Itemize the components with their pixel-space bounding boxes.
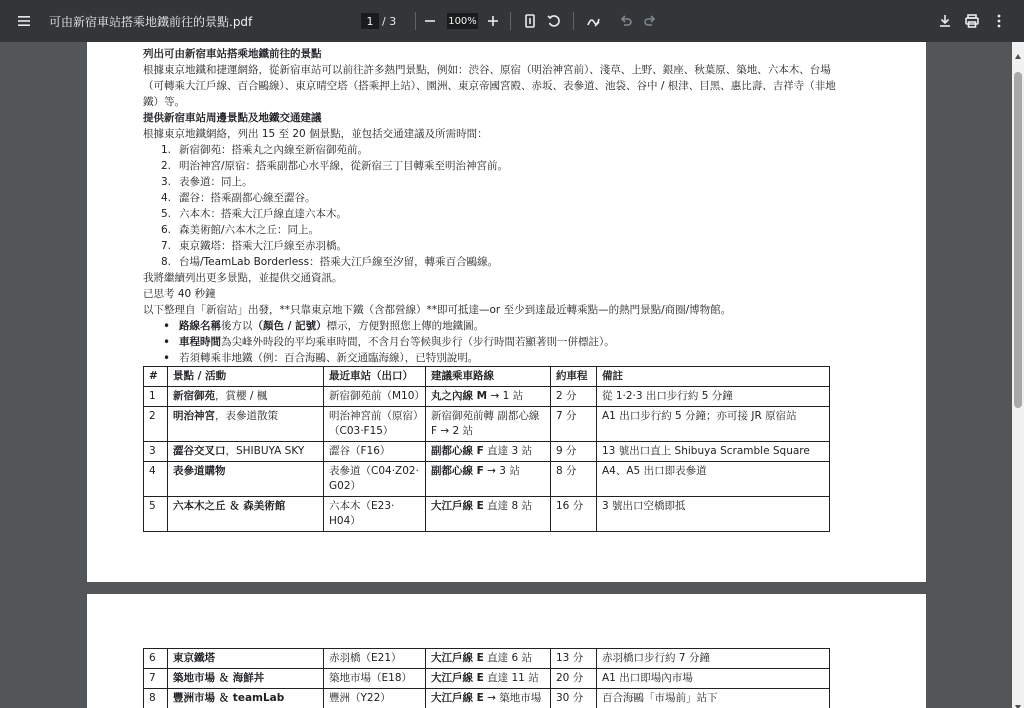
toolbar-divider [573, 12, 574, 30]
table-cell: 副都心線 F 直達 3 站 [426, 442, 551, 462]
table-cell: 大江戶線 E → 築地市場 [426, 689, 551, 708]
table-cell: 大江戶線 E 直達 6 站 [426, 649, 551, 669]
bullet-item: • 車程時間 為尖峰外時段的平均乘車時間，不含月台等候與步行（步行時間若顯著則一併標註）。 [163, 335, 615, 349]
table-cell: 大江戶線 E 直達 8 站 [426, 497, 551, 532]
paragraph-line: 以下整理自「新宿站」出發，**只靠東京地下鐵（含都營線）**即可抵達—or 至少到達最近轉乘點—的熱門景點/商圈/博物館。 [143, 304, 732, 316]
zoom-level-input[interactable] [447, 13, 478, 29]
table-cell: 20 分 [551, 669, 597, 689]
table-cell: 3 [144, 442, 168, 462]
redo-icon[interactable] [637, 8, 663, 34]
paragraph-line: 根據東京地鐵和捷運網絡，從新宿車站可以前往許多熱門景點，例如：渋谷、原宿（明治神宮前）、淺草、上野、銀座、秋葉原、築地、六本木、台場 [143, 64, 831, 76]
table-header-cell: 景點 / 活動 [168, 367, 324, 387]
table-header-cell: 約車程 [551, 367, 597, 387]
bullet-item: • 若須轉乘非地鐵（例：百合海鷗、新交通臨海線），已特別說明。 [163, 351, 479, 365]
attractions-table [143, 366, 830, 532]
pdf-toolbar [0, 0, 1024, 42]
scrollbar-thumb[interactable] [1014, 72, 1022, 408]
table-cell: 新宿御苑前轉 副都心線 F → 2 站 [426, 407, 551, 442]
document-viewer[interactable] [0, 42, 1012, 708]
zoom-in-icon[interactable] [480, 8, 506, 34]
more-options-icon[interactable] [986, 8, 1012, 34]
table-cell: 六本木之丘 ＆ 森美術館 [168, 497, 324, 532]
list-item: 3. 表參道：同上。 [161, 176, 253, 188]
table-cell: 7 分 [551, 407, 597, 442]
annotate-icon[interactable] [580, 8, 606, 34]
table-cell: 赤羽橋口步行約 7 分鐘 [597, 649, 830, 669]
table-row [144, 387, 830, 407]
rotate-icon[interactable] [541, 8, 567, 34]
list-item: 1. 新宿御苑：搭乘丸之內線至新宿御苑前。 [161, 144, 368, 156]
table-cell: 4 [144, 462, 168, 497]
table-cell: 表參道購物 [168, 462, 324, 497]
table-header-cell: 備註 [597, 367, 830, 387]
table-cell: 築地市場（E18） [324, 669, 426, 689]
table-cell: 8 [144, 689, 168, 708]
table-cell: 2 分 [551, 387, 597, 407]
scroll-up-icon[interactable] [1014, 46, 1022, 54]
table-cell: 5 [144, 497, 168, 532]
table-cell: 東京鐵塔 [168, 649, 324, 669]
bullet-item: • 路線名稱 後方以 （顏色 / 記號） 標示，方便對照您上傳的地鐵圖。 [163, 319, 485, 333]
table-header-row [144, 367, 830, 387]
table-row [144, 407, 830, 442]
paragraph-line: 已思考 40 秒鐘 [143, 288, 216, 300]
paragraph-line: 根據東京地鐵網絡，列出 15 至 20 個景點，並包括交通建議及所需時間： [143, 128, 488, 140]
scroll-down-icon[interactable] [1014, 696, 1022, 704]
table-cell: 表參道（C04‧Z02‧G02） [324, 462, 426, 497]
table-cell: 8 分 [551, 462, 597, 497]
table-cell: 豐洲（Y22） [324, 689, 426, 708]
paragraph-line: 鐵）等。 [143, 96, 185, 108]
table-cell: A4、A5 出口即表參道 [597, 462, 830, 497]
table-cell: 大江戶線 E 直達 11 站 [426, 669, 551, 689]
table-cell: 六本木（E23‧H04） [324, 497, 426, 532]
table-header-cell: # [144, 367, 168, 387]
paragraph-line: 我將繼續列出更多景點，並提供交通資訊。 [143, 272, 343, 284]
list-item: 4. 澀谷：搭乘副都心線至澀谷。 [161, 192, 316, 204]
table-cell: 從 1‧2‧3 出口步行約 5 分鐘 [597, 387, 830, 407]
page-count: / 3 [382, 14, 397, 28]
table-cell: 13 號出口直上 Shibuya Scramble Square [597, 442, 830, 462]
list-item: 2. 明治神宮/原宿：搭乘副都心水平線，從新宿三丁目轉乘至明治神宮前。 [161, 160, 509, 172]
table-row [144, 689, 830, 708]
paragraph-line: （可轉乘大江戶線、百合鷗線）、東京晴空塔（搭乘押上站）、園洲、東京帝國宮殿、赤坂、表參道、池袋、谷中 / 根津、目黑、惠比壽、吉祥寺（非地 [143, 80, 836, 92]
toolbar-divider [415, 12, 416, 30]
undo-icon[interactable] [613, 8, 639, 34]
table-row [144, 442, 830, 462]
table-cell: 9 分 [551, 442, 597, 462]
table-cell: 副都心線 F → 3 站 [426, 462, 551, 497]
table-cell: 丸之內線 M → 1 站 [426, 387, 551, 407]
table-cell: 明治神宮，表參道散策 [168, 407, 324, 442]
table-cell: 30 分 [551, 689, 597, 708]
table-cell: 7 [144, 669, 168, 689]
table-header-cell: 建議乘車路線 [426, 367, 551, 387]
page-1-text [143, 46, 836, 366]
toolbar-divider [510, 12, 511, 30]
table-cell: 2 [144, 407, 168, 442]
table-cell: 赤羽橋（E21） [324, 649, 426, 669]
section-heading: 列出可由新宿車站搭乘地鐵前往的景點 [143, 48, 322, 60]
table-cell: 明治神宮前（原宿）（C03‧F15） [324, 407, 426, 442]
table-cell: 百合海鷗「市場前」站下 [597, 689, 830, 708]
table-row [144, 462, 830, 497]
table-cell: 3 號出口空橋即抵 [597, 497, 830, 532]
section-heading: 提供新宿車站周邊景點及地鐵交通建議 [143, 112, 322, 124]
hamburger-menu-icon[interactable] [11, 8, 37, 34]
list-item: 8. 台場/TeamLab Borderless：搭乘大江戶線至汐留，轉乘百合鷗線。 [161, 256, 499, 268]
download-icon[interactable] [932, 8, 958, 34]
list-item: 6. 森美術館/六本木之丘：同上。 [161, 224, 320, 236]
page-number-input[interactable] [361, 13, 379, 29]
table-cell: A1 出口步行約 5 分鐘；亦可接 JR 原宿站 [597, 407, 830, 442]
table-cell: 13 分 [551, 649, 597, 669]
list-item: 5. 六本木：搭乘大江戶線直達六本木。 [161, 208, 347, 220]
fit-page-icon[interactable] [517, 8, 543, 34]
table-row [144, 669, 830, 689]
table-cell: 築地市場 ＆ 海鮮丼 [168, 669, 324, 689]
list-item: 7. 東京鐵塔：搭乘大江戶線至赤羽橋。 [161, 240, 347, 252]
print-icon[interactable] [959, 8, 985, 34]
table-cell: 新宿御苑，賞櫻 / 楓 [168, 387, 324, 407]
table-cell: 豐洲市場 ＆ teamLab [168, 689, 324, 708]
attractions-table-continued [143, 648, 830, 708]
table-cell: 澀谷（F16） [324, 442, 426, 462]
table-cell: 1 [144, 387, 168, 407]
table-row [144, 649, 830, 669]
table-row [144, 497, 830, 532]
document-title: 可由新宿車站搭乘地鐵前往的景點.pdf [49, 14, 253, 29]
table-cell: A1 出口即場內市場 [597, 669, 830, 689]
zoom-out-icon[interactable] [417, 8, 443, 34]
table-cell: 澀谷交叉口，SHIBUYA SKY [168, 442, 324, 462]
table-cell: 新宿御苑前（M10） [324, 387, 426, 407]
table-cell: 6 [144, 649, 168, 669]
table-cell: 16 分 [551, 497, 597, 532]
table-header-cell: 最近車站（出口） [324, 367, 426, 387]
